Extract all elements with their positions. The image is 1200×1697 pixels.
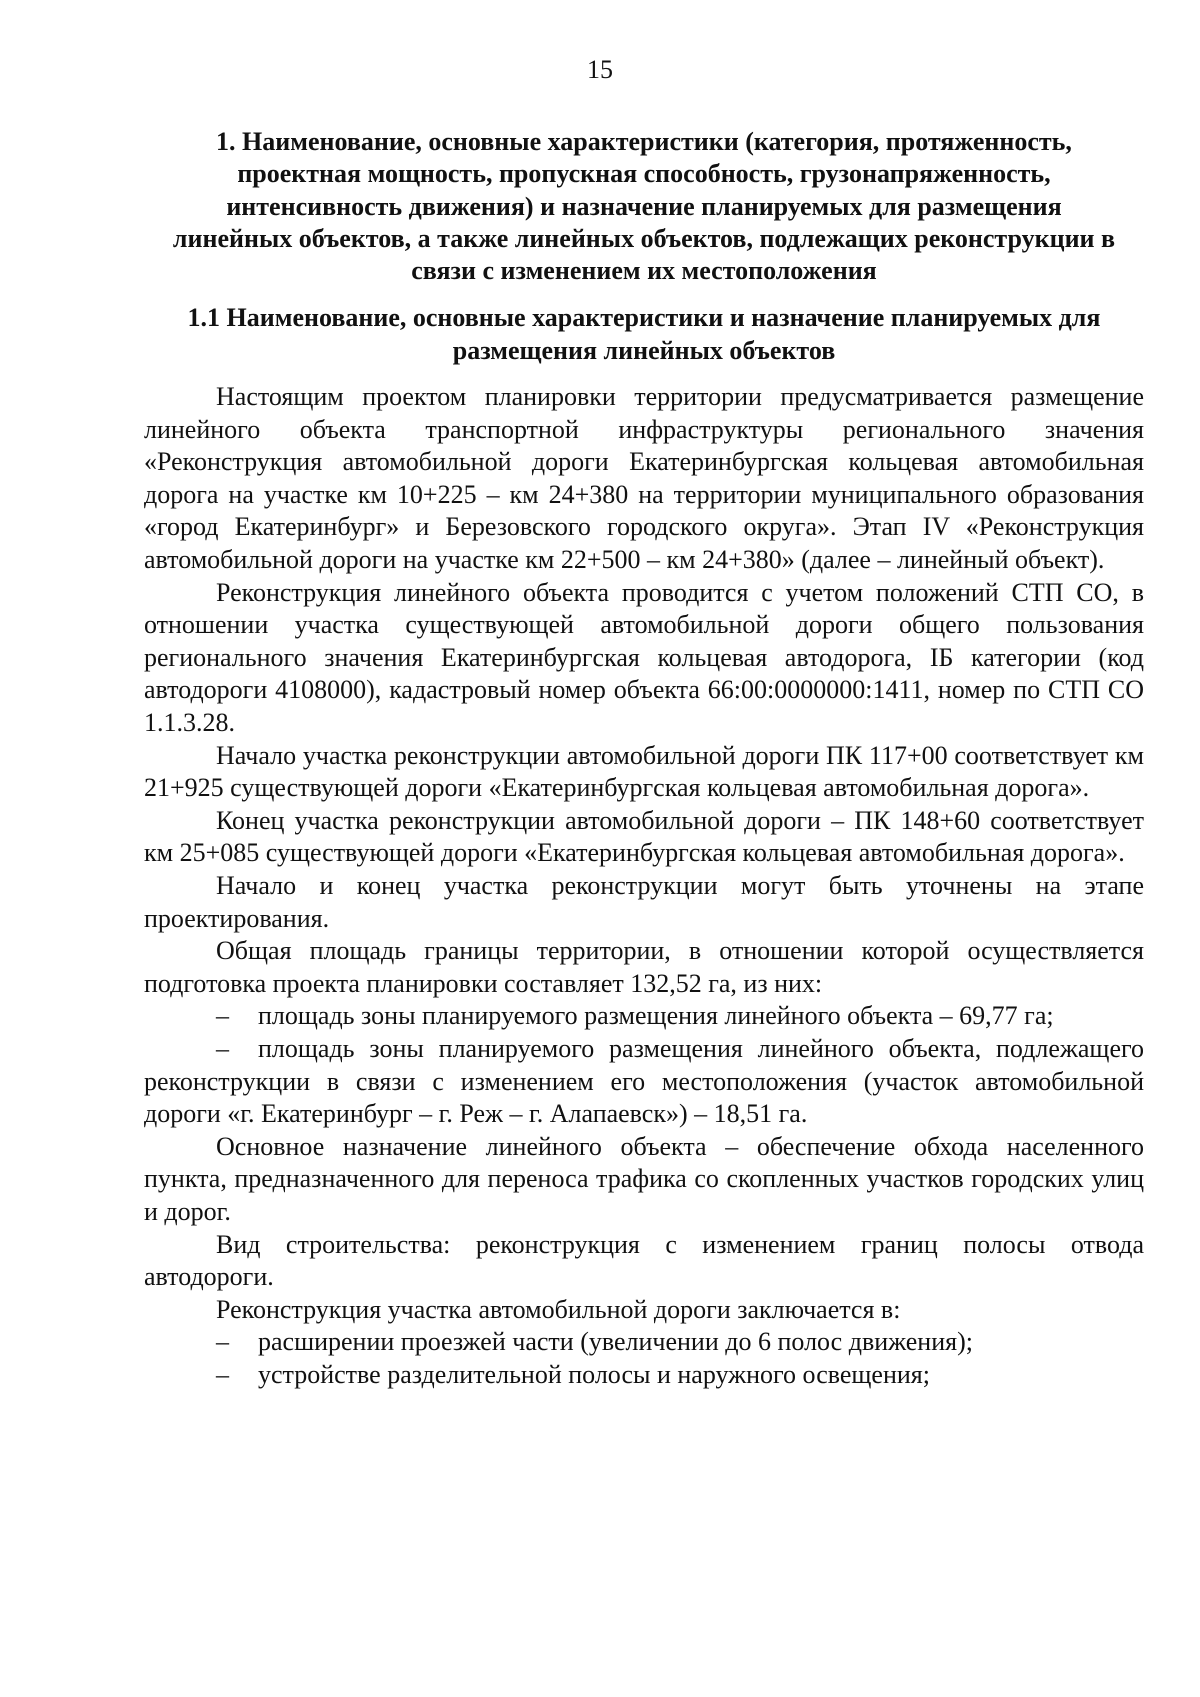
paragraph-total-area: Общая площадь границы территории, в отношении которой осуществляется подготовка проекта планировки составляет 132,52 га, из них: bbox=[144, 936, 1144, 998]
list-item-text: расширении проезжей части (увеличении до 6 полос движения); bbox=[258, 1327, 973, 1357]
paragraph-project-description: Настоящим проектом планировки территории предусматривается размещение линейного объекта транспортной инфраструктуры регионального значения «Реконструкция автомобильной дороги Екатеринбургская кольцевая автомобильная дорога на участке км 10+225 – км 24+380 на территории муниципального образования «город Екатеринбург» и Березовского городского округа». Этап IV «Реконструкция автомобильной дороги на участке км 22+500 – км 24+380» (далее – линейный объект). bbox=[144, 382, 1144, 575]
paragraph-purpose: Основное назначение линейного объекта – обеспечение обхода населенного пункта, предназначенного для переноса трафика со скопленных участков городских улиц и дорог. bbox=[144, 1131, 1144, 1226]
list-item-text: площадь зоны планируемого размещения линейного объекта – 69,77 га; bbox=[258, 1001, 1054, 1031]
dash-marker: – bbox=[216, 1033, 229, 1063]
list-item-work bbox=[144, 1359, 1144, 1392]
page-number: 15 bbox=[587, 55, 613, 84]
list-item-area bbox=[144, 1000, 1144, 1033]
paragraph-section-end: Конец участка реконструкции автомобильной дороги – ПК 148+60 соответствует км 25+085 существующей дороги «Екатеринбургская кольцевая автомобильная дорога». bbox=[144, 805, 1144, 868]
list-item-text: площадь зоны планируемого размещения линейного объекта, подлежащего реконструкции в связи с изменением его местоположения (участок автомобильной дороги «г. Екатеринбург – г. Реж – г. Алапаевск») – 18,51 га. bbox=[144, 1033, 1144, 1129]
subsection-heading: 1.1 Наименование, основные характеристики и назначение планируемых для размещения линейных объектов bbox=[187, 303, 1101, 365]
list-item-text: устройстве разделительной полосы и наружного освещения; bbox=[258, 1359, 930, 1389]
dash-marker: – bbox=[216, 1327, 229, 1357]
section-heading: 1. Наименование, основные характеристики (категория, протяженность, проектная мощность, пропускная способность, грузонапряженность, интенсивность движения) и назначение планируемых для размещения линейных объектов, а также линейных объектов, подлежащих реконструкции в связи с изменением их местоположения bbox=[172, 127, 1116, 286]
paragraph-reconstruction-basis: Реконструкция линейного объекта проводится с учетом положений СТП СО, в отношении участка существующей автомобильной дороги общего пользования регионального значения Екатеринбургская кольцевая автодорога, IБ категории (код автодороги 4108000), кадастровый номер объекта 66:00:0000000:1411, номер по СТП СО 1.1.3.28. bbox=[144, 577, 1144, 738]
paragraph-section-start: Начало участка реконструкции автомобильной дороги ПК 117+00 соответствует км 21+925 существующей дороги «Екатеринбургская кольцевая автомобильная дорога». bbox=[144, 740, 1144, 803]
paragraph-construction-type: Вид строительства: реконструкция с изменением границ полосы отвода автодороги. bbox=[144, 1229, 1144, 1292]
dash-marker: – bbox=[216, 1001, 229, 1031]
paragraph-works-intro: Реконструкция участка автомобильной дороги заключается в: bbox=[216, 1294, 901, 1324]
paragraph-refinement-note: Начало и конец участка реконструкции могут быть уточнены на этапе проектирования. bbox=[144, 870, 1144, 933]
list-item-work bbox=[144, 1326, 1144, 1359]
dash-marker: – bbox=[216, 1359, 229, 1389]
document-body bbox=[144, 126, 1144, 1391]
list-item-area bbox=[144, 1033, 1144, 1131]
